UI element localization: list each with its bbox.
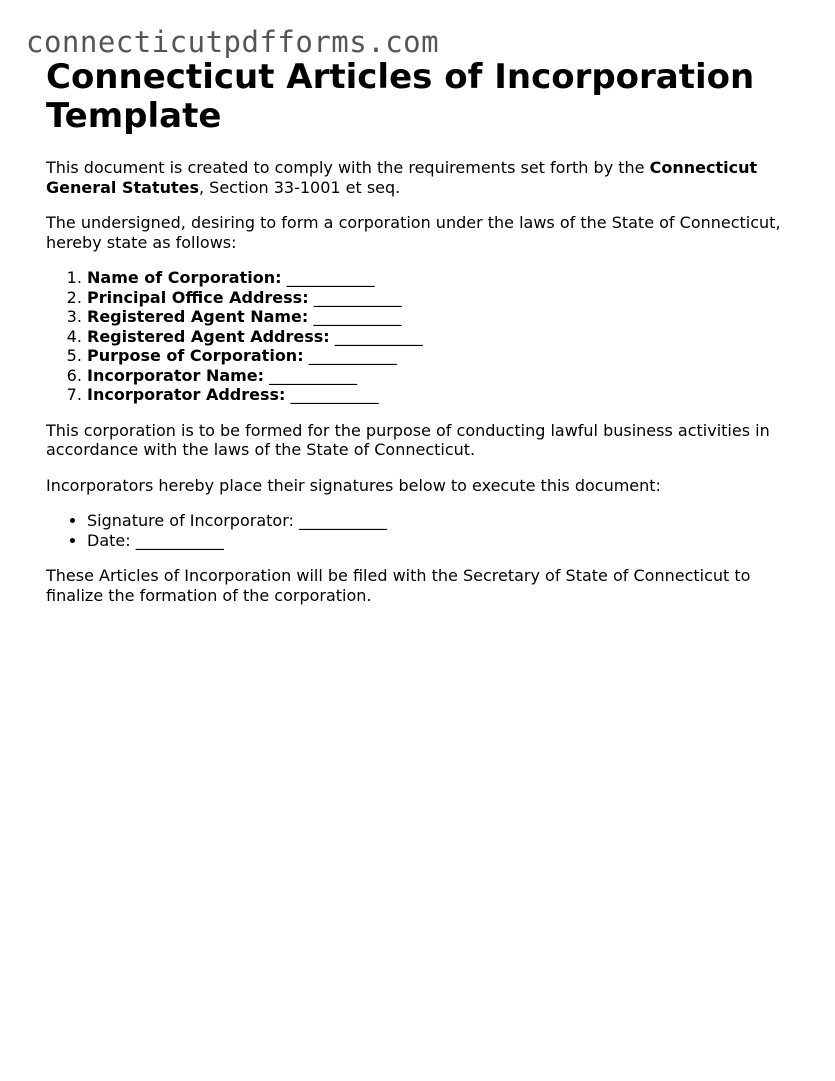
statute-name: Connecticut General Statutes: [46, 158, 758, 197]
article-label: Incorporator Address:: [87, 385, 286, 404]
date-blank: ___________: [135, 530, 224, 550]
signature-blank: ___________: [298, 511, 387, 530]
article-blank: ___________: [334, 326, 423, 346]
article-item: [87, 366, 806, 386]
article-item: [87, 307, 806, 327]
intro-suffix: , Section 33-1001 et seq.: [199, 177, 401, 197]
article-label: Name of Corporation:: [87, 268, 282, 287]
document-body: [46, 58, 806, 605]
date-item: [87, 531, 806, 551]
article-item: [87, 288, 806, 308]
article-label: Principal Office Address:: [87, 287, 309, 307]
article-item: [87, 385, 806, 405]
signature-list: [46, 511, 806, 550]
article-blank: ___________: [286, 268, 375, 287]
document-title: Connecticut Articles of Incorporation Template: [46, 57, 755, 136]
article-item: [87, 346, 806, 366]
article-blank: ___________: [313, 307, 402, 326]
date-label: Date:: [87, 530, 131, 550]
signature-label: Signature of Incorporator:: [87, 511, 294, 530]
signature-intro: Incorporators hereby place their signatures below to execute this document:: [46, 475, 661, 495]
article-label: Incorporator Name:: [87, 365, 265, 385]
signature-item: [87, 511, 806, 531]
article-blank: ___________: [290, 385, 379, 404]
site-watermark: connecticutpdfforms.com: [26, 25, 440, 59]
closing-paragraph: These Articles of Incorporation will be filed with the Secretary of State of Connecticut to finalize the formation of the corporation.: [46, 566, 751, 605]
undersigned-paragraph: The undersigned, desiring to form a corporation under the laws of the State of Connecticut, hereby state as follows:: [46, 213, 781, 252]
intro-paragraph: [46, 158, 806, 197]
article-blank: ___________: [313, 287, 402, 307]
article-label: Purpose of Corporation:: [87, 346, 304, 365]
article-item: [87, 268, 806, 288]
intro-prefix: This document is created to comply with the requirements set forth by the: [46, 158, 650, 177]
article-label: Registered Agent Address:: [87, 326, 330, 346]
article-label: Registered Agent Name:: [87, 307, 309, 326]
article-item: [87, 327, 806, 347]
article-blank: ___________: [269, 365, 358, 385]
purpose-paragraph: This corporation is to be formed for the purpose of conducting lawful business activities in accordance with the laws of the State of Connecticut.: [46, 420, 770, 459]
articles-list: [46, 268, 806, 405]
article-blank: ___________: [308, 346, 397, 365]
